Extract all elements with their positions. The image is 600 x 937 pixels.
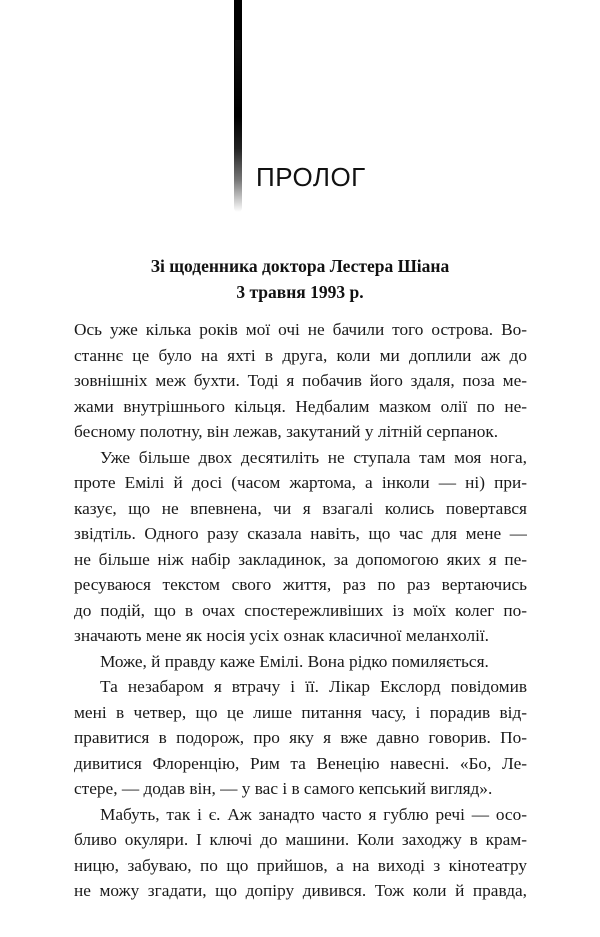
text-line: не більше ніж набір закладинок, за допомогою яких я пе- bbox=[74, 549, 527, 569]
text-line: дивитися Флоренцію, Рим та Венецію навесні. «Бо, Ле- bbox=[74, 753, 527, 773]
text-line: зовнішніх меж бухти. Тоді я побачив його здаля, поза ме- bbox=[74, 371, 527, 390]
diary-date: 3 травня 1993 р. bbox=[236, 282, 364, 302]
text-line: не можу згадати, що допіру дивився. Тож коли й правда, bbox=[74, 881, 527, 900]
text-line: Уже більше двох десятиліть не ступала там моя нога, bbox=[100, 447, 527, 467]
decorative-vertical-bar bbox=[234, 0, 242, 212]
chapter-title: ПРОЛОГ bbox=[256, 162, 366, 192]
text-line: казує, що не впевнена, чи я взагалі колись повертався bbox=[74, 498, 527, 518]
text-line: правитися в подорож, про яку я вже давно говорив. По- bbox=[74, 728, 527, 747]
text-line: ресуваюся текстом свого життя, раз по раз вертаючись bbox=[74, 575, 527, 594]
text-line: значають мене як носія усіх ознак класичної меланхолії. bbox=[74, 626, 489, 645]
text-line: до подій, що в очах спостережливіших із моїх колег по- bbox=[74, 600, 527, 620]
text-line: жами внутрішнього кільця. Недбалим мазком олії по не- bbox=[74, 396, 527, 416]
text-line: стере, — додав він, — у вас і в самого кепський вигляд». bbox=[74, 779, 493, 798]
body-text bbox=[74, 317, 527, 904]
text-line: звідтіль. Одного разу сказала навіть, що час для мене — bbox=[74, 524, 527, 543]
diary-heading bbox=[0, 253, 600, 305]
text-line: Мабуть, так і є. Аж занадто часто я гублю речі — осо- bbox=[100, 804, 527, 824]
text-line: Може, й правду каже Емілі. Вона рідко помиляється. bbox=[100, 651, 489, 671]
text-line: ницю, забуваю, по що прийшов, а на виході з кінотеатру bbox=[74, 855, 527, 875]
text-line: бесному полотну, він лежав, закутаний у літній серпанок. bbox=[74, 422, 499, 441]
text-line: бливо окуляри. І ключі до машини. Коли заходжу в крам- bbox=[74, 830, 527, 849]
text-line: мені в четвер, що це лише питання часу, і порадив від- bbox=[74, 702, 527, 722]
text-line: проте Емілі й досі (часом жартома, а інколи — ні) при- bbox=[74, 473, 527, 492]
text-line: Ось уже кілька років мої очі не бачили того острова. Во- bbox=[74, 320, 527, 339]
text-line: станнє це було на яхті в друга, коли ми доплили аж до bbox=[74, 345, 527, 365]
text-line: Та незабаром я втрачу і її. Лікар Екслорд повідомив bbox=[100, 677, 527, 696]
diary-source: Зі щоденника доктора Лестера Шіана bbox=[150, 256, 450, 276]
